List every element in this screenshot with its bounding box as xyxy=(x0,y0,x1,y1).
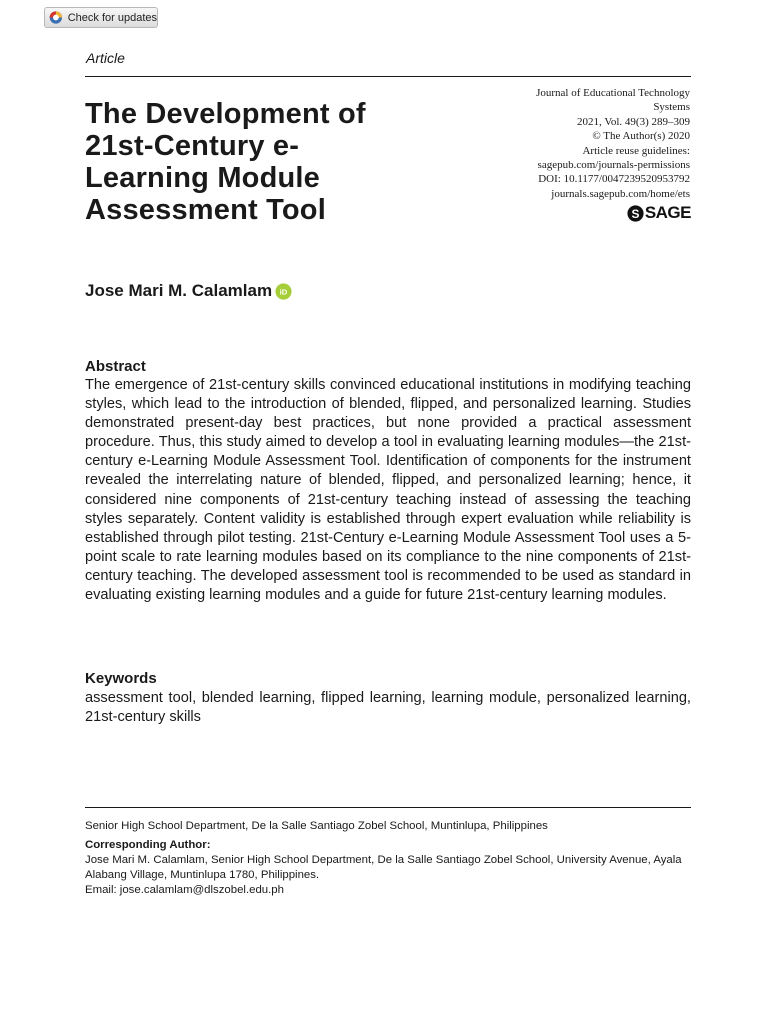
journal-info xyxy=(450,86,690,201)
footnote-rule xyxy=(85,807,691,808)
journal-volume: 2021, Vol. 49(3) 289–309 xyxy=(577,115,690,128)
reuse-guidelines-label: Article reuse guidelines: xyxy=(582,144,690,157)
author-name: Jose Mari M. Calamlam xyxy=(85,281,273,300)
keywords-text: assessment tool, blended learning, flipped learning, learning module, personalized learning, 21st-century skills xyxy=(85,690,691,726)
sage-wordmark: SAGE xyxy=(644,203,691,222)
check-for-updates-label: Check for updates xyxy=(67,11,157,24)
article-type: Article xyxy=(86,50,125,66)
abstract-heading: Abstract xyxy=(85,358,146,375)
paper-title: The Development of 21st-Century e-Learning Module Assessment Tool xyxy=(85,98,366,226)
crossmark-icon xyxy=(49,10,63,25)
copyright-line: © The Author(s) 2020 xyxy=(592,130,690,143)
corresponding-author-email[interactable]: Email: jose.calamlam@dlszobel.edu.ph xyxy=(85,884,284,896)
sage-s-icon xyxy=(627,205,644,222)
sage-logo xyxy=(627,203,691,223)
svg-text:iD: iD xyxy=(279,287,288,297)
keywords-heading: Keywords xyxy=(85,670,157,687)
corresponding-author-block xyxy=(85,838,691,898)
permissions-link[interactable]: sagepub.com/journals-permissions xyxy=(537,159,690,172)
journal-home-link[interactable]: journals.sagepub.com/home/ets xyxy=(551,187,690,200)
corresponding-author-heading: Corresponding Author: xyxy=(85,839,211,851)
check-for-updates-button[interactable] xyxy=(44,7,158,28)
doi-link[interactable]: DOI: 10.1177/0047239520953792 xyxy=(538,173,690,186)
author-row xyxy=(85,281,292,301)
journal-name-line-2: Systems xyxy=(653,101,690,114)
svg-text:S: S xyxy=(631,206,640,221)
orcid-icon[interactable] xyxy=(275,283,292,300)
header-rule xyxy=(85,76,691,77)
corresponding-author-address: Jose Mari M. Calamlam, Senior High School Department, De la Salle Santiago Zobel School, University Avenue, Ayala Alabang Village, Muntinlupa 1780, Philippines. xyxy=(85,854,682,881)
journal-name-line: Journal of Educational Technology xyxy=(536,87,690,99)
author-affiliation: Senior High School Department, De la Salle Santiago Zobel School, Muntinlupa, Philippines xyxy=(85,820,548,832)
abstract-text: The emergence of 21st-century skills convinced educational institutions in modifying teaching styles, which lead to the introduction of blended, flipped, and personalized learning. Studies demonstrated present-day best practices, but none provided a practical assessment procedure. Thus, this study aimed to develop a tool in evaluating learning modules—the 21st-century e-Learning Module Assessment Tool. Identification of components for the instrument revealed the interrelating nature of blended, flipped, and personalized learning; hence, it considered nine components of 21st-century teaching instead of assessing the teaching styles separately. Content validity is established through expert evaluation while reliability is established through pilot testing. 21st-Century e-Learning Module Assessment Tool uses a 5-point scale to rate learning modules based on its compliance to the nine components of 21st-century teaching. The developed assessment tool is recommended to be used as standard in evaluating existing learning modules and a guide for future 21st-century learning modules. xyxy=(85,377,691,604)
